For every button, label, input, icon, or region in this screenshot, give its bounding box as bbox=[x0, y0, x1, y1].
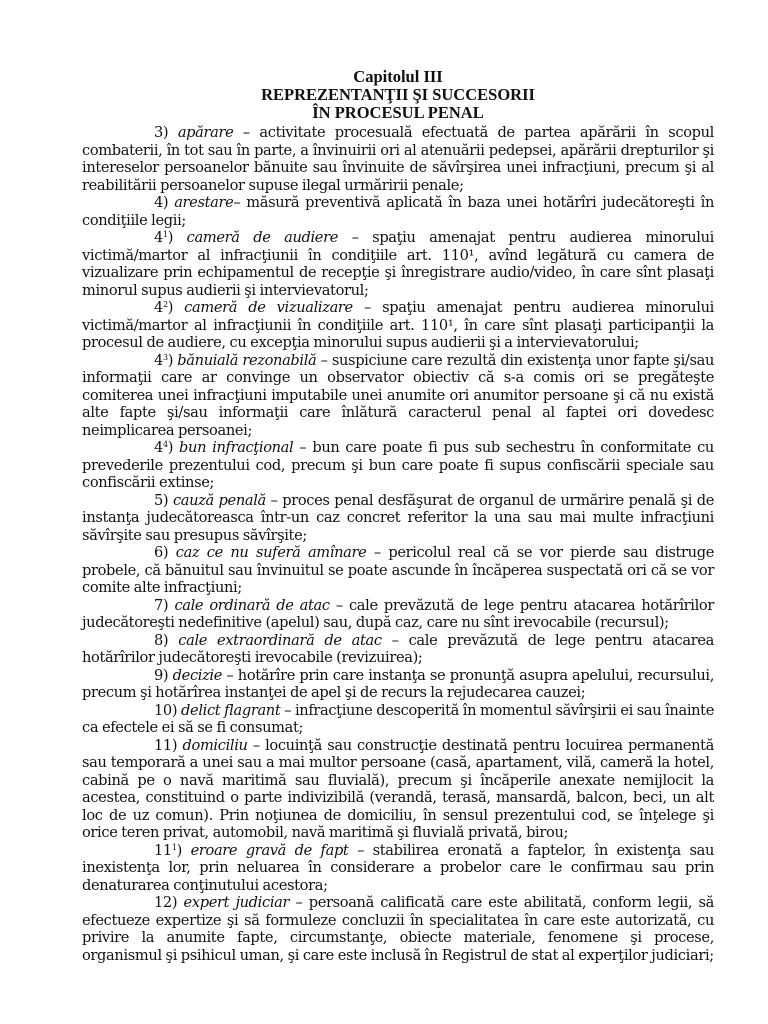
definition-entry bbox=[82, 229, 714, 299]
definition-entry bbox=[82, 597, 714, 632]
entry-text: – spaţiu amenajat pentru audierea minorului victimă/martor al infracţiunii în condiţiile art. 110¹, avînd legătură cu camera de vizualizare prin echipamentul de recepţie şi înregistrare audio/video, în care sînt plasaţi minorul supus audierii şi intervievatorul; bbox=[82, 229, 714, 299]
entry-number-superscript: 4 bbox=[162, 440, 168, 449]
definition-entry bbox=[82, 124, 714, 194]
entry-number-suffix: ) bbox=[176, 841, 182, 859]
entry-number: 9) bbox=[154, 666, 169, 684]
entry-number: 11 bbox=[154, 841, 172, 859]
entry-term: expert judiciar bbox=[183, 894, 290, 911]
definition-entry bbox=[82, 194, 714, 229]
definition-entry bbox=[82, 544, 714, 597]
entry-text: – măsură preventivă aplicată în baza unei hotărîri judecătoreşti în condiţiile legii; bbox=[82, 194, 714, 229]
definitions-list bbox=[82, 124, 714, 964]
entry-text: – stabilirea eronată a faptelor, în existenţa sau inexistenţa lor, prin neluarea în considerare a probelor care le confirmau sau prin denaturarea conţinutului acestora; bbox=[82, 841, 714, 894]
entry-term: bun infracţional bbox=[179, 439, 294, 456]
entry-term: caz ce nu suferă amînare bbox=[175, 544, 367, 561]
entry-text: – cale prevăzută de lege pentru atacarea hotărîrilor judecătoreşti irevocabile (revizuirea); bbox=[82, 631, 714, 666]
definition-entry bbox=[82, 632, 714, 667]
entry-term: domiciliu bbox=[182, 736, 248, 754]
entry-text: – spaţiu amenajat pentru audierea minorului victimă/martor al infracţiunii în condiţiile art. 110¹, în care sînt plasaţi participanţii la procesul de audiere, cu excepţia minorului supus audierii şi a intervievatorului; bbox=[82, 299, 714, 351]
entry-number: 4 bbox=[154, 229, 163, 246]
entry-number: 12 bbox=[154, 894, 172, 911]
entry-number-suffix: ) bbox=[167, 351, 174, 369]
definition-entry bbox=[82, 299, 714, 352]
entry-number-suffix: ) bbox=[167, 229, 174, 246]
entry-number: 10) bbox=[154, 701, 178, 719]
entry-text: – proces penal desfăşurat de organul de urmărire penală şi de instanţa judecătoreasca într-un caz concret referitor la una sau mai multe infracţiuni săvîrşite sau presupus săvîrşite; bbox=[82, 491, 714, 544]
definition-entry bbox=[82, 737, 714, 842]
entry-number-superscript: 3 bbox=[162, 352, 168, 362]
entry-number: 5) bbox=[154, 491, 169, 509]
entry-text: – infracţiune descoperită în momentul săvîrşirii ei sau înainte ca efectele ei să se fi consumat; bbox=[82, 701, 714, 736]
entry-number-superscript: 1 bbox=[162, 230, 168, 239]
entry-number-suffix: ) bbox=[171, 894, 178, 911]
entry-number: 4 bbox=[154, 439, 163, 456]
entry-term: bănuială rezonabilă bbox=[177, 351, 317, 369]
entry-number: 3) bbox=[154, 124, 169, 141]
entry-text: – activitate procesuală efectuată de partea apărării în scopul combaterii, în tot sau în parte, a învinuirii ori al atenuării pedepsei, apărării drepturilor şi intereselor persoanelor bănuite sau învinuite de săvîrşirea unei infracţiuni, precum şi al reabilitării persoanelor supuse ilegal urmăririi penale; bbox=[82, 124, 714, 194]
entry-term: apărare bbox=[177, 124, 234, 141]
entry-number-superscript: 2 bbox=[162, 300, 168, 309]
definition-entry bbox=[82, 894, 714, 964]
entry-number: 4) bbox=[154, 194, 169, 211]
entry-term: cauză penală bbox=[172, 491, 266, 509]
entry-number: 8) bbox=[154, 631, 169, 649]
entry-text: – cale prevăzută de lege pentru atacarea hotărîrilor judecătoreşti nedefinitive (apelul) sau, după caz, care nu sînt irevocabile (recursul); bbox=[82, 596, 714, 631]
entry-text: – suspiciune care rezultă din existenţa unor fapte şi/sau informaţii care ar convinge un observator obiectiv că s-a comis ori se pregăteşte comiterea unei infracţiuni imputabile unei anumite ori anumitor persoane şi că nu există alte fapte şi/sau informaţii care înlătură caracterul penal al faptei ori dovedesc neimplicarea persoanei; bbox=[82, 351, 714, 439]
entry-term: cale ordinară de atac bbox=[174, 596, 330, 614]
entry-number: 11) bbox=[154, 736, 178, 754]
entry-number: 4 bbox=[154, 351, 163, 369]
entry-text: – pericolul real că se vor pierde sau distruge probele, că bănuitul sau învinuitul se poate ascunde în încăperea suspectată ori că se vor comite alte infracţiuni; bbox=[82, 544, 714, 596]
definition-entry bbox=[82, 439, 714, 492]
entry-term: delict flagrant bbox=[181, 701, 281, 719]
entry-term: cameră de audiere bbox=[186, 229, 338, 246]
entry-text: – hotărîre prin care instanţa se pronunţă asupra apelului, recursului, precum şi hotărîrea instanţei de apel şi de recurs la rejudecarea cauzei; bbox=[82, 666, 714, 701]
chapter-title-line-2: ÎN PROCESUL PENAL bbox=[312, 103, 484, 122]
entry-term: cameră de vizualizare bbox=[184, 299, 353, 316]
entry-number: 4 bbox=[154, 299, 163, 316]
entry-number-suffix: ) bbox=[167, 299, 174, 316]
entry-number: 6) bbox=[154, 544, 169, 561]
definition-entry bbox=[82, 492, 714, 545]
entry-number-suffix: ) bbox=[167, 439, 174, 456]
entry-term: cale extraordinară de atac bbox=[178, 631, 382, 649]
chapter-number: Capitolul III bbox=[353, 67, 443, 86]
entry-number-superscript: 1 bbox=[171, 842, 177, 852]
entry-text: – locuinţă sau construcţie destinată pentru locuirea permanentă sau temporară a unei sau a mai multor persoane (casă, apartament, vilă, cameră la hotel, cabină pe o navă maritimă sau fluvială), precum şi încăperile anexate nemijlocit la acestea, constituind o parte indivizibilă (verandă, terasă, mansardă, balcon, beci, un alt loc de uz comun). Prin noţiunea de domiciliu, în sensul prezentului cod, se înţelege şi orice teren privat, automobil, navă maritimă şi fluvială privată, birou; bbox=[82, 736, 715, 841]
definition-entry bbox=[82, 702, 714, 737]
entry-number: 7) bbox=[154, 596, 169, 614]
chapter-heading bbox=[82, 68, 714, 122]
definition-entry bbox=[82, 842, 714, 895]
entry-text: – persoană calificată care este abilitată, conform legii, să efectueze expertize şi să formuleze concluzii în specialitatea în care este autorizată, cu privire la anumite fapte, circumstanţe, obiecte materiale, fenomene şi procese, organismul şi psihicul uman, şi care este inclusă în Registrul de stat al experţilor judiciari; bbox=[82, 894, 715, 964]
chapter-title-line-1: REPREZENTANŢII ŞI SUCCESORII bbox=[261, 85, 535, 104]
definition-entry bbox=[82, 667, 714, 702]
entry-term: eroare gravă de fapt bbox=[190, 841, 349, 859]
entry-term: decizie bbox=[172, 666, 223, 684]
entry-text: – bun care poate fi pus sub sechestru în conformitate cu prevederile prezentului cod, precum şi bun care poate fi supus confiscării speciale sau confiscării extinse; bbox=[82, 439, 714, 491]
definition-entry bbox=[82, 352, 714, 440]
entry-term: arestare bbox=[174, 194, 234, 211]
